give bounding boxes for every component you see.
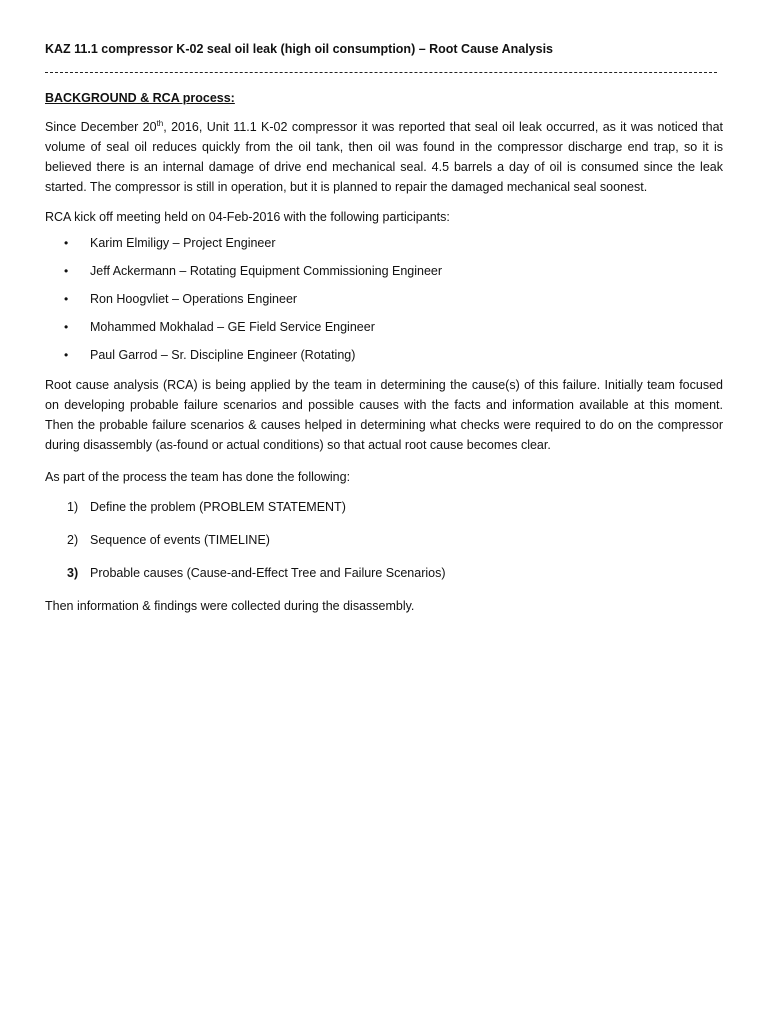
bullet-icon: •	[64, 292, 69, 306]
list-item	[45, 497, 723, 517]
section-heading: BACKGROUND & RCA process:	[45, 91, 235, 105]
document-page	[45, 40, 723, 616]
participants-list	[45, 233, 723, 365]
participant-name: Paul Garrod – Sr. Discipline Engineer (Rotating)	[90, 348, 356, 362]
list-item	[45, 289, 723, 309]
bullet-icon: •	[64, 236, 69, 250]
steps-intro: As part of the process the team has done the following:	[45, 470, 351, 484]
participant-name: Mohammed Mokhalad – GE Field Service Engineer	[90, 320, 375, 334]
step-number: 2)	[67, 533, 79, 547]
rca-paragraph: Root cause analysis (RCA) is being applied by the team in determining the cause(s) of this failure. Initially team focused on developing probable failure scenarios and possible causes with the facts and information available at this moment. Then the probable failure scenarios & causes helped in determining what checks were required to do on the compressor during disassembly (as-found or actual conditions) so that actual root cause becomes clear.	[45, 378, 723, 452]
step-text: Sequence of events (TIMELINE)	[90, 533, 270, 547]
bullet-icon: •	[64, 264, 69, 278]
step-number: 3)	[67, 566, 79, 580]
participant-name: Ron Hoogvliet – Operations Engineer	[90, 292, 298, 306]
steps-list	[45, 497, 723, 583]
list-item	[45, 233, 723, 253]
step-text: Probable causes (Cause-and-Effect Tree and Failure Scenarios)	[90, 566, 446, 580]
bullet-icon: •	[64, 348, 69, 362]
background-text-rest: , 2016, Unit 11.1 K-02 compressor it was reported that seal oil leak occurred, as it was noticed that volume of seal oil reduces quickly from the oil tank, then oil was found in the compressor discharge end trap, so it is believed there is an internal damage of drive end mechanical seal. 4.5 barrels a day of oil is consumed since the leak started. The compressor is still in operation, but it is planned to repair the damaged mechanical seal soonest.	[45, 120, 724, 194]
list-item	[45, 563, 723, 583]
document-title: KAZ 11.1 compressor K-02 seal oil leak (high oil consumption) – Root Cause Analysis	[45, 42, 554, 56]
kickoff-paragraph: RCA kick off meeting held on 04-Feb-2016 with the following participants:	[45, 210, 450, 224]
participant-name: Karim Elmiligy – Project Engineer	[90, 236, 276, 250]
background-paragraph	[45, 117, 723, 197]
bullet-icon: •	[64, 320, 69, 334]
closing-paragraph: Then information & findings were collected during the disassembly.	[45, 599, 415, 613]
step-number: 1)	[67, 500, 79, 514]
list-item	[45, 261, 723, 281]
participant-name: Jeff Ackermann – Rotating Equipment Commissioning Engineer	[90, 264, 443, 278]
list-item	[45, 317, 723, 337]
list-item	[45, 530, 723, 550]
ordinal-suffix: th	[156, 118, 164, 128]
list-item	[45, 345, 723, 365]
dashed-separator	[45, 72, 717, 73]
background-text-start: Since December 20	[45, 120, 157, 134]
step-text: Define the problem (PROBLEM STATEMENT)	[90, 500, 346, 514]
